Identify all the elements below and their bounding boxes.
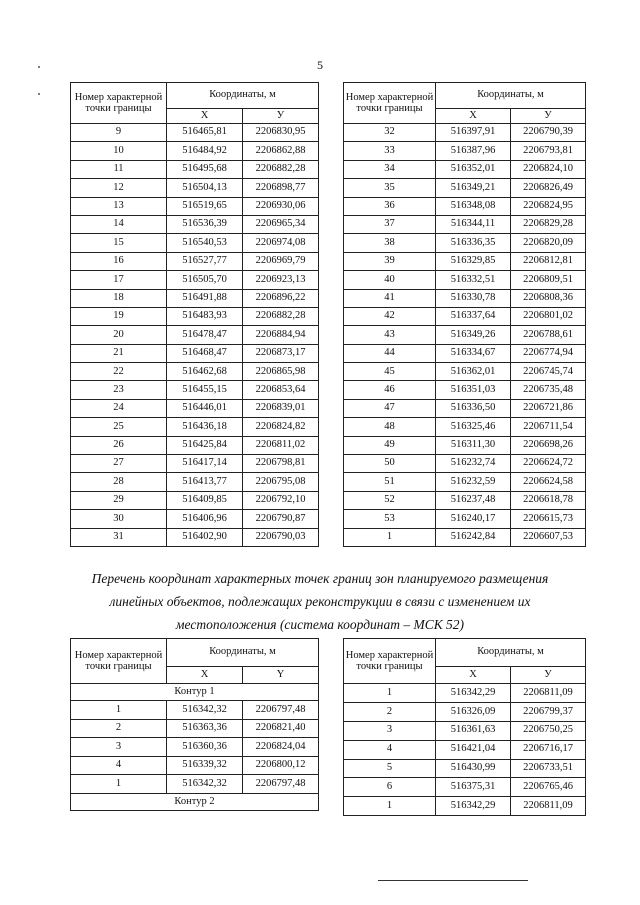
table-row <box>344 684 586 703</box>
x-coordinate-cell: 516342,32 <box>167 701 243 720</box>
point-number-cell: 21 <box>71 344 167 362</box>
table-row <box>344 160 586 178</box>
point-number-cell: 51 <box>344 473 436 491</box>
table-row <box>71 271 319 289</box>
x-coordinate-cell: 516349,26 <box>436 326 511 344</box>
y-coordinate-cell: 2206799,37 <box>511 702 586 721</box>
x-coordinate-cell: 516417,14 <box>167 455 243 473</box>
caption-line: линейных объектов, подлежащих реконструкции в связи с изменением их <box>109 594 531 609</box>
point-number-cell: 20 <box>71 326 167 344</box>
scan-dot <box>38 93 40 95</box>
point-number-cell: 2 <box>71 719 167 738</box>
x-coordinate-cell: 516349,21 <box>436 179 511 197</box>
table-row <box>71 399 319 417</box>
x-coordinate-cell: 516362,01 <box>436 363 511 381</box>
y-coordinate-cell: 2206830,95 <box>243 124 319 142</box>
point-number-cell: 4 <box>344 740 436 759</box>
table-row <box>344 252 586 270</box>
table-row <box>71 197 319 215</box>
table-row <box>344 702 586 721</box>
table-row <box>71 455 319 473</box>
y-coordinate-cell: 2206882,28 <box>243 307 319 325</box>
y-coordinate-cell: 2206969,79 <box>243 252 319 270</box>
y-coordinate-cell: 2206618,78 <box>511 491 586 509</box>
column-header-coordinates: Координаты, м <box>436 639 586 667</box>
x-coordinate-cell: 516342,29 <box>436 797 511 816</box>
x-coordinate-cell: 516360,36 <box>167 738 243 757</box>
y-coordinate-cell: 2206811,02 <box>243 436 319 454</box>
column-header-coordinates: Координаты, м <box>167 639 319 667</box>
table-row <box>344 778 586 797</box>
table-row <box>344 271 586 289</box>
contour-label: Контур 1 <box>71 684 319 701</box>
x-coordinate-cell: 516465,81 <box>167 124 243 142</box>
table-row <box>71 142 319 160</box>
y-coordinate-cell: 2206865,98 <box>243 363 319 381</box>
point-number-cell: 23 <box>71 381 167 399</box>
point-number-cell: 15 <box>71 234 167 252</box>
x-coordinate-cell: 516536,39 <box>167 215 243 233</box>
x-coordinate-cell: 516344,11 <box>436 215 511 233</box>
point-number-cell: 4 <box>71 756 167 775</box>
x-coordinate-cell: 516237,48 <box>436 491 511 509</box>
y-coordinate-cell: 2206790,03 <box>243 528 319 546</box>
point-number-cell: 2 <box>344 702 436 721</box>
point-number-cell: 16 <box>71 252 167 270</box>
table-row <box>344 436 586 454</box>
column-header-coordinates: Координаты, м <box>167 83 319 109</box>
x-coordinate-cell: 516339,32 <box>167 756 243 775</box>
point-number-cell: 24 <box>71 399 167 417</box>
table-row <box>344 234 586 252</box>
point-number-cell: 50 <box>344 455 436 473</box>
point-number-cell: 41 <box>344 289 436 307</box>
caption-line: местоположения (система координат – МСК 52) <box>175 617 465 632</box>
table-row <box>71 363 319 381</box>
x-coordinate-cell: 516397,91 <box>436 124 511 142</box>
contour-row <box>71 684 319 701</box>
point-number-cell: 14 <box>71 215 167 233</box>
table-row <box>71 473 319 491</box>
table-row <box>71 252 319 270</box>
y-coordinate-cell: 2206765,46 <box>511 778 586 797</box>
x-coordinate-cell: 516242,84 <box>436 528 511 546</box>
x-coordinate-cell: 516387,96 <box>436 142 511 160</box>
y-coordinate-cell: 2206790,39 <box>511 124 586 142</box>
table-row <box>344 473 586 491</box>
y-coordinate-cell: 2206792,10 <box>243 491 319 509</box>
point-number-cell: 49 <box>344 436 436 454</box>
point-number-cell: 3 <box>344 721 436 740</box>
x-coordinate-cell: 516468,47 <box>167 344 243 362</box>
footer-rule <box>378 880 528 881</box>
x-coordinate-cell: 516446,01 <box>167 399 243 417</box>
table-row <box>71 124 319 142</box>
table-row <box>344 528 586 546</box>
point-number-cell: 43 <box>344 326 436 344</box>
table-row <box>344 124 586 142</box>
table-row <box>344 399 586 417</box>
x-coordinate-cell: 516462,68 <box>167 363 243 381</box>
point-number-cell: 40 <box>344 271 436 289</box>
column-header-point-number: Номер характерной точки границы <box>344 639 436 684</box>
table-row <box>344 510 586 528</box>
y-coordinate-cell: 2206812,81 <box>511 252 586 270</box>
x-coordinate-cell: 516336,50 <box>436 399 511 417</box>
table-row <box>71 234 319 252</box>
table-row <box>71 775 319 794</box>
y-coordinate-cell: 2206745,74 <box>511 363 586 381</box>
column-header-x: Х <box>167 109 243 124</box>
y-coordinate-cell: 2206829,28 <box>511 215 586 233</box>
y-coordinate-cell: 2206798,81 <box>243 455 319 473</box>
y-coordinate-cell: 2206801,02 <box>511 307 586 325</box>
y-coordinate-cell: 2206811,09 <box>511 684 586 703</box>
column-header-point-number: Номер характерной точки границы <box>71 83 167 124</box>
x-coordinate-cell: 516455,15 <box>167 381 243 399</box>
point-number-cell: 1 <box>344 684 436 703</box>
x-coordinate-cell: 516519,65 <box>167 197 243 215</box>
table-row <box>344 740 586 759</box>
x-coordinate-cell: 516505,70 <box>167 271 243 289</box>
y-coordinate-cell: 2206788,61 <box>511 326 586 344</box>
x-coordinate-cell: 516540,53 <box>167 234 243 252</box>
y-coordinate-cell: 2206797,48 <box>243 775 319 794</box>
column-header-x: Х <box>436 667 511 684</box>
coordinates-table-4 <box>343 638 586 816</box>
x-coordinate-cell: 516329,85 <box>436 252 511 270</box>
x-coordinate-cell: 516375,31 <box>436 778 511 797</box>
y-coordinate-cell: 2206721,86 <box>511 399 586 417</box>
x-coordinate-cell: 516342,29 <box>436 684 511 703</box>
table-row <box>71 179 319 197</box>
x-coordinate-cell: 516495,68 <box>167 160 243 178</box>
point-number-cell: 18 <box>71 289 167 307</box>
y-coordinate-cell: 2206882,28 <box>243 160 319 178</box>
x-coordinate-cell: 516425,84 <box>167 436 243 454</box>
point-number-cell: 33 <box>344 142 436 160</box>
table-row <box>71 510 319 528</box>
y-coordinate-cell: 2206824,95 <box>511 197 586 215</box>
point-number-cell: 22 <box>71 363 167 381</box>
point-number-cell: 11 <box>71 160 167 178</box>
x-coordinate-cell: 516334,67 <box>436 344 511 362</box>
point-number-cell: 17 <box>71 271 167 289</box>
x-coordinate-cell: 516325,46 <box>436 418 511 436</box>
table-row <box>344 363 586 381</box>
table-row <box>344 179 586 197</box>
table-row <box>344 491 586 509</box>
column-header-y: У <box>511 109 586 124</box>
y-coordinate-cell: 2206733,51 <box>511 759 586 778</box>
x-coordinate-cell: 516527,77 <box>167 252 243 270</box>
coordinates-table-3 <box>70 638 319 811</box>
column-header-y: У <box>511 667 586 684</box>
point-number-cell: 47 <box>344 399 436 417</box>
coordinates-table-2 <box>343 82 586 547</box>
y-coordinate-cell: 2206698,26 <box>511 436 586 454</box>
y-coordinate-cell: 2206774,94 <box>511 344 586 362</box>
table-row <box>344 418 586 436</box>
point-number-cell: 32 <box>344 124 436 142</box>
point-number-cell: 52 <box>344 491 436 509</box>
table-row <box>71 719 319 738</box>
point-number-cell: 26 <box>71 436 167 454</box>
y-coordinate-cell: 2206615,73 <box>511 510 586 528</box>
table-row <box>71 491 319 509</box>
y-coordinate-cell: 2206795,08 <box>243 473 319 491</box>
x-coordinate-cell: 516504,13 <box>167 179 243 197</box>
point-number-cell: 46 <box>344 381 436 399</box>
point-number-cell: 48 <box>344 418 436 436</box>
x-coordinate-cell: 516436,18 <box>167 418 243 436</box>
y-coordinate-cell: 2206884,94 <box>243 326 319 344</box>
y-coordinate-cell: 2206930,06 <box>243 197 319 215</box>
x-coordinate-cell: 516361,63 <box>436 721 511 740</box>
y-coordinate-cell: 2206923,13 <box>243 271 319 289</box>
y-coordinate-cell: 2206797,48 <box>243 701 319 720</box>
table-row <box>71 381 319 399</box>
x-coordinate-cell: 516240,17 <box>436 510 511 528</box>
x-coordinate-cell: 516330,78 <box>436 289 511 307</box>
contour-label: Контур 2 <box>71 793 319 810</box>
point-number-cell: 29 <box>71 491 167 509</box>
y-coordinate-cell: 2206607,53 <box>511 528 586 546</box>
table-row <box>71 160 319 178</box>
point-number-cell: 5 <box>344 759 436 778</box>
y-coordinate-cell: 2206839,01 <box>243 399 319 417</box>
table-row <box>344 326 586 344</box>
point-number-cell: 19 <box>71 307 167 325</box>
y-coordinate-cell: 2206824,10 <box>511 160 586 178</box>
point-number-cell: 25 <box>71 418 167 436</box>
point-number-cell: 27 <box>71 455 167 473</box>
table-row <box>71 326 319 344</box>
table-row <box>71 756 319 775</box>
column-header-y: У <box>243 109 319 124</box>
y-coordinate-cell: 2206896,22 <box>243 289 319 307</box>
y-coordinate-cell: 2206965,34 <box>243 215 319 233</box>
point-number-cell: 45 <box>344 363 436 381</box>
table-row <box>71 307 319 325</box>
y-coordinate-cell: 2206873,17 <box>243 344 319 362</box>
point-number-cell: 44 <box>344 344 436 362</box>
y-coordinate-cell: 2206820,09 <box>511 234 586 252</box>
column-header-point-number: Номер характерной точки границы <box>71 639 167 684</box>
caption-line: Перечень координат характерных точек границ зон планируемого размещения <box>91 571 549 586</box>
point-number-cell: 1 <box>71 775 167 794</box>
y-coordinate-cell: 2206821,40 <box>243 719 319 738</box>
column-header-y: Y <box>243 667 319 684</box>
table-row <box>344 289 586 307</box>
y-coordinate-cell: 2206793,81 <box>511 142 586 160</box>
table-row <box>71 436 319 454</box>
table-row <box>344 197 586 215</box>
x-coordinate-cell: 516430,99 <box>436 759 511 778</box>
table-row <box>344 759 586 778</box>
column-header-point-number: Номер характерной точки границы <box>344 83 436 124</box>
table-row <box>344 307 586 325</box>
x-coordinate-cell: 516478,47 <box>167 326 243 344</box>
x-coordinate-cell: 516232,59 <box>436 473 511 491</box>
table-row <box>71 701 319 720</box>
table-row <box>71 528 319 546</box>
x-coordinate-cell: 516311,30 <box>436 436 511 454</box>
table-row <box>71 344 319 362</box>
list-caption <box>60 567 580 636</box>
point-number-cell: 34 <box>344 160 436 178</box>
y-coordinate-cell: 2206716,17 <box>511 740 586 759</box>
table-row <box>71 738 319 757</box>
point-number-cell: 9 <box>71 124 167 142</box>
point-number-cell: 35 <box>344 179 436 197</box>
y-coordinate-cell: 2206824,82 <box>243 418 319 436</box>
y-coordinate-cell: 2206624,58 <box>511 473 586 491</box>
table-row <box>344 142 586 160</box>
x-coordinate-cell: 516409,85 <box>167 491 243 509</box>
y-coordinate-cell: 2206711,54 <box>511 418 586 436</box>
x-coordinate-cell: 516413,77 <box>167 473 243 491</box>
x-coordinate-cell: 516406,96 <box>167 510 243 528</box>
column-header-coordinates: Координаты, м <box>436 83 586 109</box>
x-coordinate-cell: 516232,74 <box>436 455 511 473</box>
y-coordinate-cell: 2206811,09 <box>511 797 586 816</box>
y-coordinate-cell: 2206824,04 <box>243 738 319 757</box>
x-coordinate-cell: 516342,32 <box>167 775 243 794</box>
y-coordinate-cell: 2206750,25 <box>511 721 586 740</box>
x-coordinate-cell: 516491,88 <box>167 289 243 307</box>
y-coordinate-cell: 2206898,77 <box>243 179 319 197</box>
table-row <box>71 215 319 233</box>
point-number-cell: 28 <box>71 473 167 491</box>
x-coordinate-cell: 516484,92 <box>167 142 243 160</box>
x-coordinate-cell: 516402,90 <box>167 528 243 546</box>
column-header-x: X <box>167 667 243 684</box>
table-row <box>71 289 319 307</box>
y-coordinate-cell: 2206735,48 <box>511 381 586 399</box>
x-coordinate-cell: 516351,03 <box>436 381 511 399</box>
y-coordinate-cell: 2206826,49 <box>511 179 586 197</box>
table-row <box>344 215 586 233</box>
point-number-cell: 38 <box>344 234 436 252</box>
y-coordinate-cell: 2206800,12 <box>243 756 319 775</box>
point-number-cell: 1 <box>344 797 436 816</box>
page-number: 5 <box>317 58 323 72</box>
point-number-cell: 13 <box>71 197 167 215</box>
point-number-cell: 31 <box>71 528 167 546</box>
y-coordinate-cell: 2206809,51 <box>511 271 586 289</box>
point-number-cell: 1 <box>344 528 436 546</box>
y-coordinate-cell: 2206974,08 <box>243 234 319 252</box>
table-row <box>344 797 586 816</box>
y-coordinate-cell: 2206808,36 <box>511 289 586 307</box>
column-header-x: Х <box>436 109 511 124</box>
x-coordinate-cell: 516421,04 <box>436 740 511 759</box>
contour-row <box>71 793 319 810</box>
point-number-cell: 36 <box>344 197 436 215</box>
point-number-cell: 42 <box>344 307 436 325</box>
y-coordinate-cell: 2206853,64 <box>243 381 319 399</box>
table-row <box>344 721 586 740</box>
point-number-cell: 10 <box>71 142 167 160</box>
coordinates-table-1 <box>70 82 319 547</box>
point-number-cell: 39 <box>344 252 436 270</box>
x-coordinate-cell: 516352,01 <box>436 160 511 178</box>
point-number-cell: 1 <box>71 701 167 720</box>
x-coordinate-cell: 516483,93 <box>167 307 243 325</box>
point-number-cell: 6 <box>344 778 436 797</box>
y-coordinate-cell: 2206624,72 <box>511 455 586 473</box>
y-coordinate-cell: 2206862,88 <box>243 142 319 160</box>
point-number-cell: 3 <box>71 738 167 757</box>
x-coordinate-cell: 516326,09 <box>436 702 511 721</box>
x-coordinate-cell: 516363,36 <box>167 719 243 738</box>
table-row <box>344 455 586 473</box>
x-coordinate-cell: 516336,35 <box>436 234 511 252</box>
x-coordinate-cell: 516332,51 <box>436 271 511 289</box>
point-number-cell: 12 <box>71 179 167 197</box>
table-row <box>344 381 586 399</box>
x-coordinate-cell: 516337,64 <box>436 307 511 325</box>
x-coordinate-cell: 516348,08 <box>436 197 511 215</box>
y-coordinate-cell: 2206790,87 <box>243 510 319 528</box>
table-row <box>344 344 586 362</box>
point-number-cell: 53 <box>344 510 436 528</box>
point-number-cell: 30 <box>71 510 167 528</box>
point-number-cell: 37 <box>344 215 436 233</box>
scan-dot <box>38 66 40 68</box>
table-row <box>71 418 319 436</box>
